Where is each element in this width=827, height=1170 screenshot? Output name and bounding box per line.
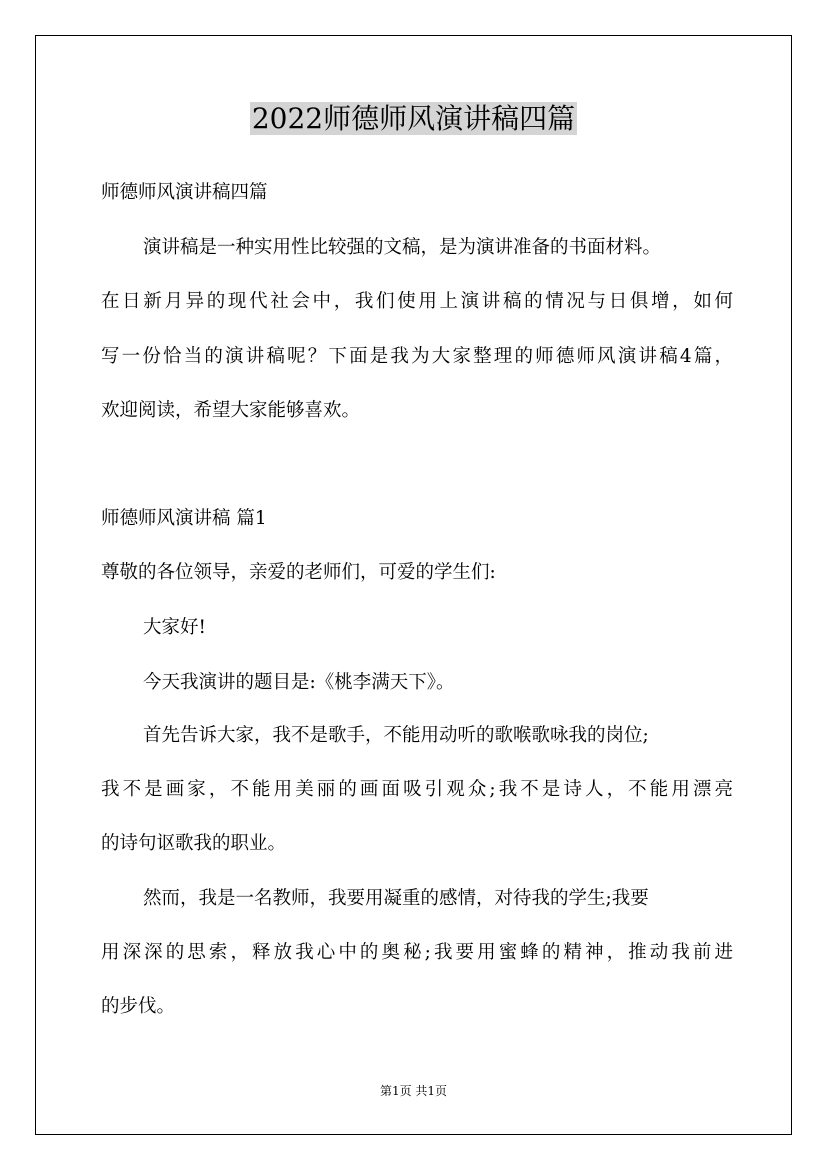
greeting: 尊敬的各位领导，亲爱的老师们，可爱的学生们: (101, 562, 496, 583)
para1-line-2: 我不是画家，不能用美丽的画面吸引观众;我不是诗人，不能用漂亮 (101, 779, 733, 800)
para1-line-1: 首先告诉大家，我不是歌手，不能用动听的歌喉歌咏我的岗位; (143, 725, 649, 746)
para2-line-2: 用深深的思索，释放我心中的奥秘;我要用蜜蜂的精神，推动我前进 (101, 942, 733, 963)
page-footer (0, 1083, 827, 1099)
document-title (0, 97, 827, 141)
intro-line-3: 写一份恰当的演讲稿呢？下面是我为大家整理的师德师风演讲稿4篇， (101, 346, 733, 367)
para1-line-3: 的诗句讴歌我的职业。 (101, 833, 287, 854)
section-heading: 师德师风演讲稿 篇1 (101, 508, 267, 529)
para2-line-1: 然而，我是一名教师，我要用凝重的感情，对待我的学生;我要 (143, 888, 649, 909)
para2-line-3: 的步伐。 (101, 996, 176, 1017)
hello-line: 大家好! (143, 617, 206, 638)
topic-line: 今天我演讲的题目是:《桃李满天下》。 (143, 672, 455, 693)
title-highlight: 2022师德师风演讲稿四篇 (251, 102, 576, 135)
document-subtitle: 师德师风演讲稿四篇 (101, 182, 268, 203)
intro-line-4: 欢迎阅读，希望大家能够喜欢。 (101, 400, 361, 421)
page-number: 第1页 共1页 (379, 1084, 448, 1098)
intro-line-1: 演讲稿是一种实用性比较强的文稿，是为演讲准备的书面材料。 (143, 237, 662, 258)
intro-line-2: 在日新月异的现代社会中，我们使用上演讲稿的情况与日俱增，如何 (101, 291, 733, 312)
